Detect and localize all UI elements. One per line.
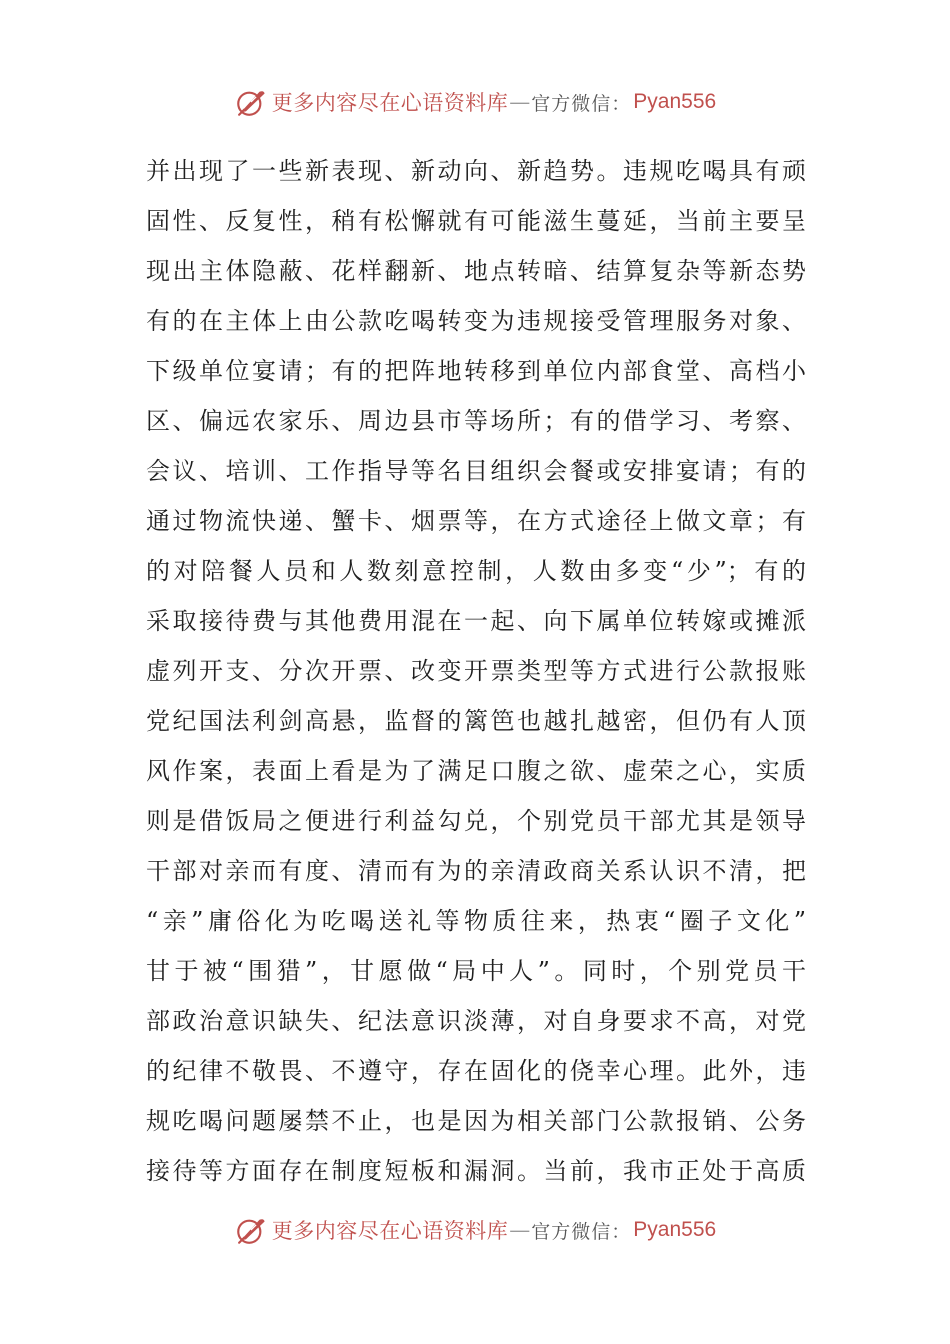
quill-pen-logo-icon [234, 1213, 268, 1247]
text-line-8: 通过物流快递、蟹卡、烟票等，在方式途径上做文章；有 [146, 507, 806, 535]
text-line-19: 的纪律不敬畏、不遵守，存在固化的侥幸心理。此外，违 [146, 1057, 806, 1085]
header-brand-text: 更多内容尽在心语资料库 [271, 91, 509, 115]
text-line-4: 有的在主体上由公款吃喝转变为违规接受管理服务对象、 [146, 307, 806, 335]
text-line-2: 固性、反复性，稍有松懈就有可能滋生蔓延，当前主要呈 [146, 207, 806, 235]
footer-wechat-label: 官方微信： [531, 1220, 632, 1243]
text-line-12: 党纪国法利剑高悬，监督的篱笆也越扎越密，但仍有人顶 [146, 707, 806, 735]
quill-pen-logo-icon [234, 85, 268, 119]
footer-wechat-id: Pyan556 [633, 1218, 717, 1241]
document-body [146, 146, 806, 1196]
text-line-18: 部政治意识缺失、纪法意识淡薄，对自身要求不高，对党 [146, 1007, 806, 1035]
header-banner [0, 82, 950, 122]
text-line-20: 规吃喝问题屡禁不止，也是因为相关部门公款报销、公务 [146, 1107, 806, 1135]
footer-brand-text: 更多内容尽在心语资料库 [271, 1219, 509, 1243]
text-line-17: 甘于被“围猎”，甘愿做“局中人”。同时，个别党员干 [146, 957, 806, 985]
text-line-21: 接待等方面存在制度短板和漏洞。当前，我市正处于高质 [146, 1157, 806, 1185]
text-line-1: 并出现了一些新表现、新动向、新趋势。违规吃喝具有顽 [146, 157, 806, 185]
text-line-11: 虚列开支、分次开票、改变开票类型等方式进行公款报账 [146, 657, 806, 685]
header-wechat-id: Pyan556 [633, 90, 717, 113]
text-line-7: 会议、培训、工作指导等名目组织会餐或安排宴请；有的 [146, 457, 806, 485]
text-line-13: 风作案，表面上看是为了满足口腹之欲、虚荣之心，实质 [146, 757, 806, 785]
text-line-15: 干部对亲而有度、清而有为的亲清政商关系认识不清，把 [146, 857, 806, 885]
header-dash: — [509, 90, 531, 114]
text-line-9: 的对陪餐人员和人数刻意控制，人数由多变“少”；有的 [146, 557, 806, 585]
text-line-5: 下级单位宴请；有的把阵地转移到单位内部食堂、高档小 [146, 357, 806, 385]
text-line-16: “亲”庸俗化为吃喝送礼等物质往来，热衷“圈子文化” [146, 907, 806, 935]
header-wechat-label: 官方微信： [531, 92, 632, 115]
footer-banner [0, 1210, 950, 1250]
footer-dash: — [509, 1218, 531, 1242]
text-line-10: 采取接待费与其他费用混在一起、向下属单位转嫁或摊派 [146, 607, 806, 635]
text-line-6: 区、偏远农家乐、周边县市等场所；有的借学习、考察、 [146, 407, 806, 435]
text-line-14: 则是借饭局之便进行利益勾兑，个别党员干部尤其是领导 [146, 807, 806, 835]
text-line-3: 现出主体隐蔽、花样翻新、地点转暗、结算复杂等新态势 [146, 257, 806, 285]
